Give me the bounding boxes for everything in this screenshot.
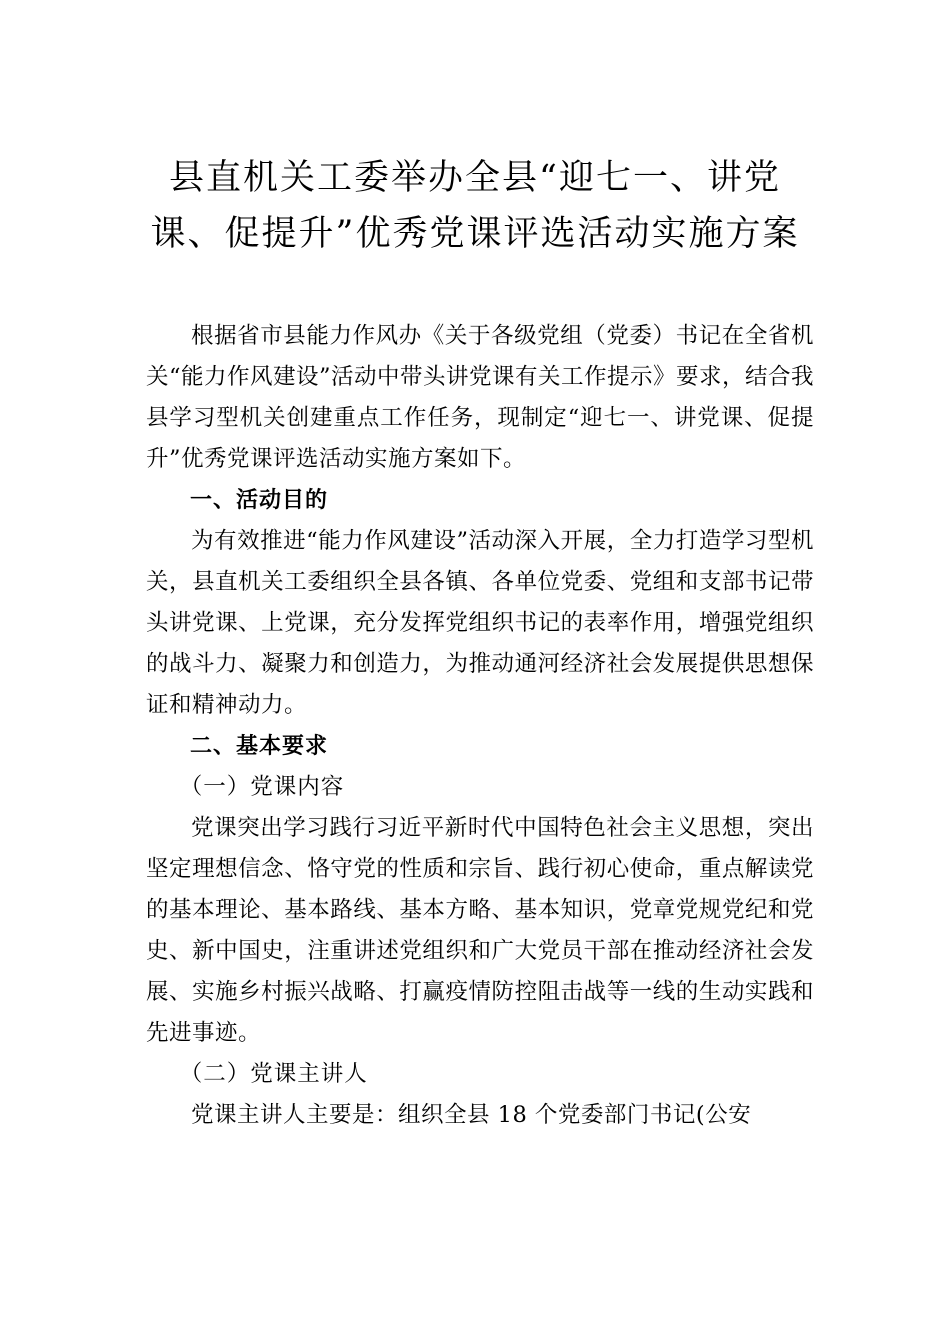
document-body	[146, 316, 814, 1136]
title-line-2: 课、促提升”优秀党课评选活动实施方案	[150, 214, 800, 254]
section-heading-purpose: 一、活动目的	[190, 488, 329, 513]
speaker-paragraph: 党课主讲人主要是：组织全县 18 个党委部门书记(公安	[191, 1102, 752, 1128]
title-line-1: 县直机关工委举办全县“迎七一、讲党	[169, 158, 781, 198]
subheading-speaker: （二）党课主讲人	[179, 1061, 368, 1087]
subheading-content: （一）党课内容	[179, 774, 345, 800]
content-paragraph: 党课突出学习践行习近平新时代中国特色社会主义思想，突出坚定理想信念、恪守党的性质和宗旨、践行初心使命，重点解读党的基本理论、基本路线、基本方略、基本知识，党章党规党纪和党史、新中国史，注重讲述党组织和广大党员干部在推动经济社会发展、实施乡村振兴战略、打赢疫情防控阻击战等一线的生动实践和先进事迹。	[146, 815, 814, 1046]
section-heading-requirements: 二、基本要求	[190, 734, 329, 759]
intro-paragraph: 根据省市县能力作风办《关于各级党组（党委）书记在全省机关“能力作风建设”活动中带头讲党课有关工作提示》要求，结合我县学习型机关创建重点工作任务，现制定“迎七一、讲党课、促提升”优秀党课评选活动实施方案如下。	[146, 323, 815, 472]
purpose-paragraph: 为有效推进“能力作风建设”活动深入开展，全力打造学习型机关，县直机关工委组织全县各镇、各单位党委、党组和支部书记带头讲党课、上党课，充分发挥党组织书记的表率作用，增强党组织的战斗力、凝聚力和创造力，为推动通河经济社会发展提供思想保证和精神动力。	[146, 528, 814, 718]
document-title	[120, 150, 830, 262]
